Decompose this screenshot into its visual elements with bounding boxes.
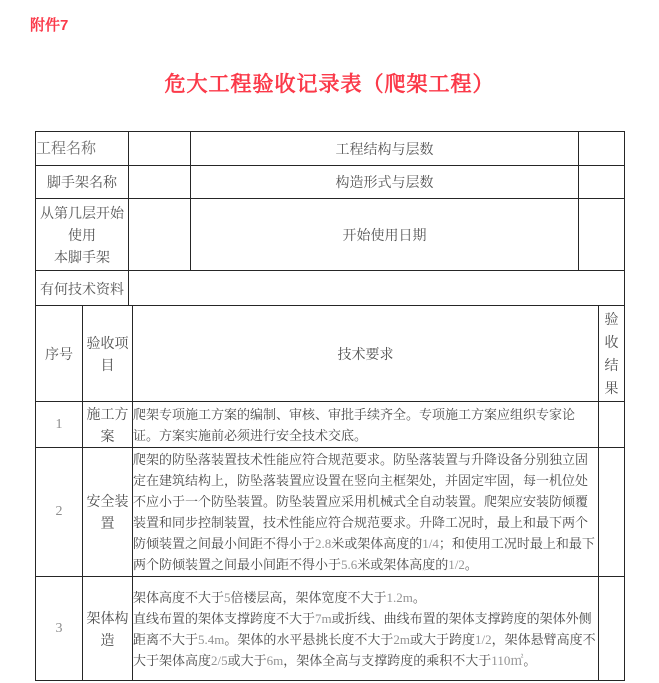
table-row-technical-docs: [36, 271, 625, 307]
header-result: 验收结果: [599, 306, 625, 402]
start-floor-label-line2: 使用: [68, 226, 96, 243]
attachment-label: 附件7: [30, 17, 69, 34]
structure-floors-label: 工程结构与层数: [191, 132, 579, 166]
structure-floors-value-cell[interactable]: [579, 132, 625, 166]
checklist-row-construction-plan: [36, 402, 625, 448]
row1-no: 1: [36, 402, 83, 448]
checklist-row-safety-devices: [36, 448, 625, 577]
row1-result-cell[interactable]: [599, 402, 625, 448]
project-name-value-cell[interactable]: [129, 132, 191, 166]
row1-tech-requirements: [133, 402, 599, 448]
row3-item: 架体构造: [83, 577, 133, 681]
row2-result-cell[interactable]: [599, 448, 625, 577]
row1-tech-paragraph: 爬架专项施工方案的编制、审核、审批手续齐全。专项施工方案应组织专家论证。方案实施前必须进行安全技术交底。: [133, 406, 576, 443]
start-floor-value-cell[interactable]: [129, 199, 191, 271]
structure-form-value-cell[interactable]: [579, 166, 625, 199]
header-no: 序号: [36, 306, 83, 402]
scaffold-name-value-cell[interactable]: [129, 166, 191, 199]
project-info-table: [35, 131, 625, 307]
checklist-header-row: [36, 306, 625, 402]
structure-form-label: 构造形式与层数: [191, 166, 579, 199]
page-title: 危大工程验收记录表（爬架工程）: [164, 73, 495, 96]
row3-tech-paragraph-2: 直线布置的架体支撑跨度不大于7m或折线、曲线布置的架体支撑跨度的架体外侧距离不大于5.4m。架体的水平悬挑长度不大于2m或大于跨度1/2，架体悬臂高度不大于架体高度2/5或大于6m，架体全高与支撑跨度的乘积不大于110㎡。: [133, 610, 596, 668]
start-floor-label-line3: 本脚手架: [54, 248, 110, 265]
header-tech: 技术要求: [133, 306, 599, 402]
table-row-project-name: [36, 132, 625, 166]
row2-tech-requirements: [133, 448, 599, 577]
row3-result-cell[interactable]: [599, 577, 625, 681]
table-row-start-floor: [36, 199, 625, 271]
row3-tech-requirements: [133, 577, 599, 681]
row1-item: 施工方案: [83, 402, 133, 448]
row3-tech-paragraph-1: 架体高度不大于5倍楼层高，架体宽度不大于1.2m。: [133, 589, 426, 605]
technical-docs-value-cell[interactable]: [129, 271, 625, 307]
row2-item: 安全装置: [83, 448, 133, 577]
acceptance-checklist-table: [35, 305, 625, 681]
row2-no: 2: [36, 448, 83, 577]
start-floor-label-line1: 从第几层开始: [40, 204, 124, 221]
row2-tech-paragraph: 爬架的防坠落装置技术性能应符合规范要求。防坠落装置与升降设备分别独立固定在建筑结构上，防坠落装置应设置在竖向主框架处，并固定牢固，每一机位处不应小于一个防坠装置。防坠装置应采用机械式全自动装置。爬架应安装防倾覆装置和同步控制装置，技术性能应符合规范要求。升降工况时，最上和最下两个防倾装置之间最小间距不得小于2.8米或架体高度的1/4；和使用工况时最上和最下两个防倾装置之间最小间距不得小于5.6米或架体高度的1/2。: [133, 452, 595, 572]
start-use-date-label: 开始使用日期: [191, 199, 579, 271]
header-item: 验收项目: [83, 306, 133, 402]
scaffold-name-label: 脚手架名称: [36, 166, 129, 199]
start-floor-label: [36, 199, 129, 271]
start-use-date-value-cell[interactable]: [579, 199, 625, 271]
table-row-scaffold-name: [36, 166, 625, 199]
checklist-row-frame-structure: [36, 577, 625, 681]
project-name-label: 工程名称: [36, 132, 129, 166]
technical-docs-label: 有何技术资料: [36, 271, 129, 307]
row3-no: 3: [36, 577, 83, 681]
